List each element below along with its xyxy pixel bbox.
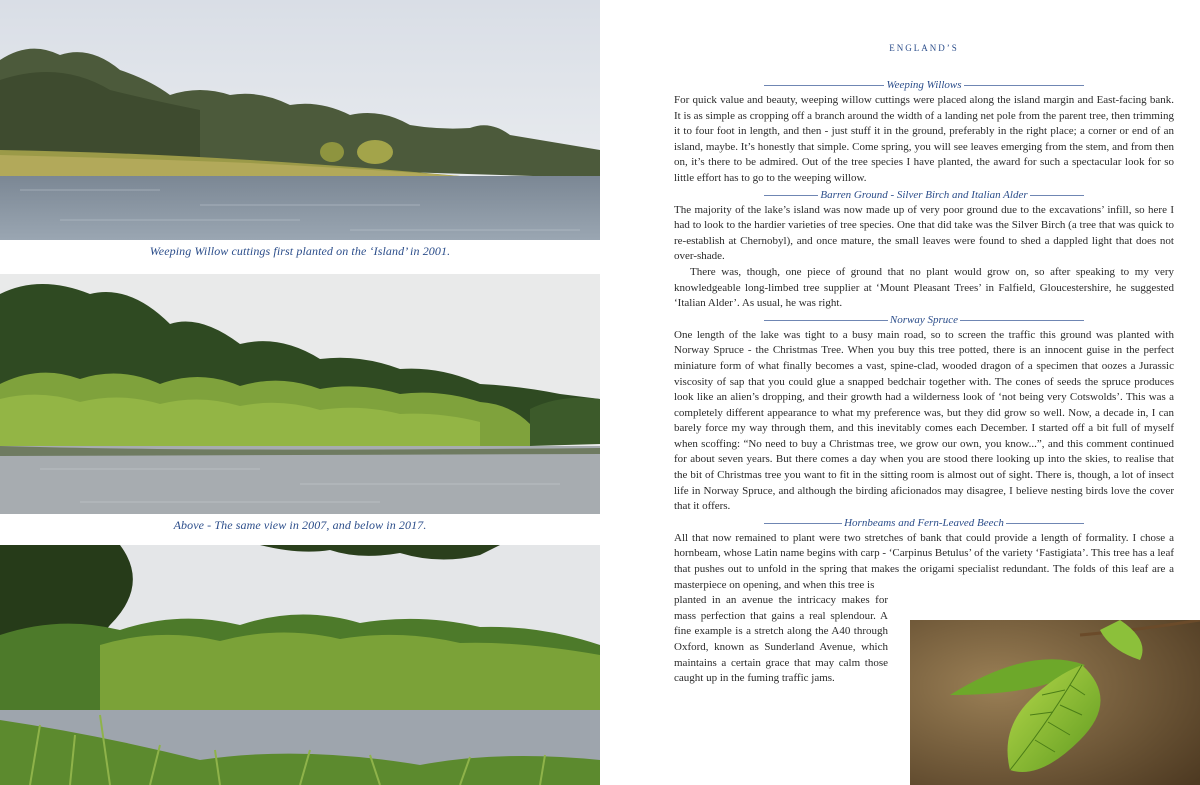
photo-willows-2001 <box>0 0 600 240</box>
paragraph: One length of the lake was tight to a busy main road, so to screen the traffic this ground was planted with Norway Spruce - the Christmas Tree. When you buy this tree potted, there is an innocent guise in the perfect miniature form of what finally becomes a vast, spine-clad, wooded dragon of a specimen that oozes a Jurassic viscosity of sap that you could glue a snapped bedchair together with. The cones of seeds the spruce produces look like an alien’s dropping, and their growth had a wilderness look of ‘not being very Cotswolds’. This was a completely different appearance to what my preference was, but they did grow so well. Now, a decade in, I can barely force my way through them, and this inevitably comes each December. I started off a bit full of myself when scoffing: “No need to buy a Christmas tree, we grow our own, you know...”, and this comment continued for about seven years. But there comes a day when you are stood there looking up into the skies, to realise that the bit of Christmas tree you want to fit in the sitting room is almost out of sight. There is, though, a lot of insect life in Norway Spruce, and although the birding aficionados may disagree, I believe nesting birds love the cover that it offers. <box>674 328 1174 513</box>
photo-willows-2017 <box>0 545 600 785</box>
photo-willows-2007 <box>0 274 600 514</box>
photo-hornbeam-leaf <box>910 620 1200 785</box>
section-heading-hornbeams: Hornbeams and Fern-Leaved Beech <box>674 515 1174 531</box>
photo-caption-2007-2017: Above - The same view in 2007, and below in 2017. <box>173 518 427 532</box>
paragraph: The majority of the lake’s island was now made up of very poor ground due to the excavations’ infill, so here I had to look to the hardier varieties of tree species. One that did take was the Silver Birch (a tree that was quick to re-establish at Chernobyl), and once mature, the small leaves were found to shed a dappled light that does not over-shade. <box>674 203 1174 263</box>
section-heading-weeping-willows: Weeping Willows <box>674 77 1174 93</box>
running-head: ENGLAND’S <box>889 43 959 53</box>
section-heading-norway-spruce: Norway Spruce <box>674 312 1174 328</box>
paragraph: There was, though, one piece of ground that no plant would grow on, so after speaking to my very knowledgeable long-limbed tree supplier at ‘Mount Pleasant Trees’ in Falfield, Gloucestershire, he suggested ‘Italian Alder’. As usual, he was right. <box>674 265 1174 310</box>
paragraph: For quick value and beauty, weeping willow cuttings were placed along the island margin and East-facing bank. It is as simple as cropping off a branch around the width of a landing net pole from the parent tree, then trimming it to four foot in length, and then - just stuff it in the ground, preferably in the right place; a corner or end of an island, maybe. It’s honestly that simple. Come spring, you will see leaves emerging from the stem, and from then on, it’s there to be admired. Out of the tree species I have planted, the award for such a spectacular look for so little effort has to go to the weeping willow. <box>674 94 1174 184</box>
section-heading-silver-birch: Barren Ground - Silver Birch and Italian Alder <box>674 187 1174 203</box>
article-body <box>674 77 1174 687</box>
paragraph: All that now remained to plant were two stretches of bank that could provide a length of formality. I chose a hornbeam, whose Latin name begins with carp - ‘Carpinus Betulus’ of the variety ‘Fastigiata’. This tree has a leaf that pushes out to unfold in the spring that makes the origami specialist redundant. The folds of this leaf are a masterpiece on opening, and when this tree is <box>674 531 1174 591</box>
paragraph-wrapped: planted in an avenue the intricacy makes for mass perfection that gains a real splendour. A fine example is a stretch along the A40 through Oxford, known as Sunderland Avenue, which maintains a certain grace that may calm those caught up in the fuming traffic jams. <box>674 594 888 685</box>
photo-caption-2001: Weeping Willow cuttings first planted on the ‘Island’ in 2001. <box>149 244 451 258</box>
